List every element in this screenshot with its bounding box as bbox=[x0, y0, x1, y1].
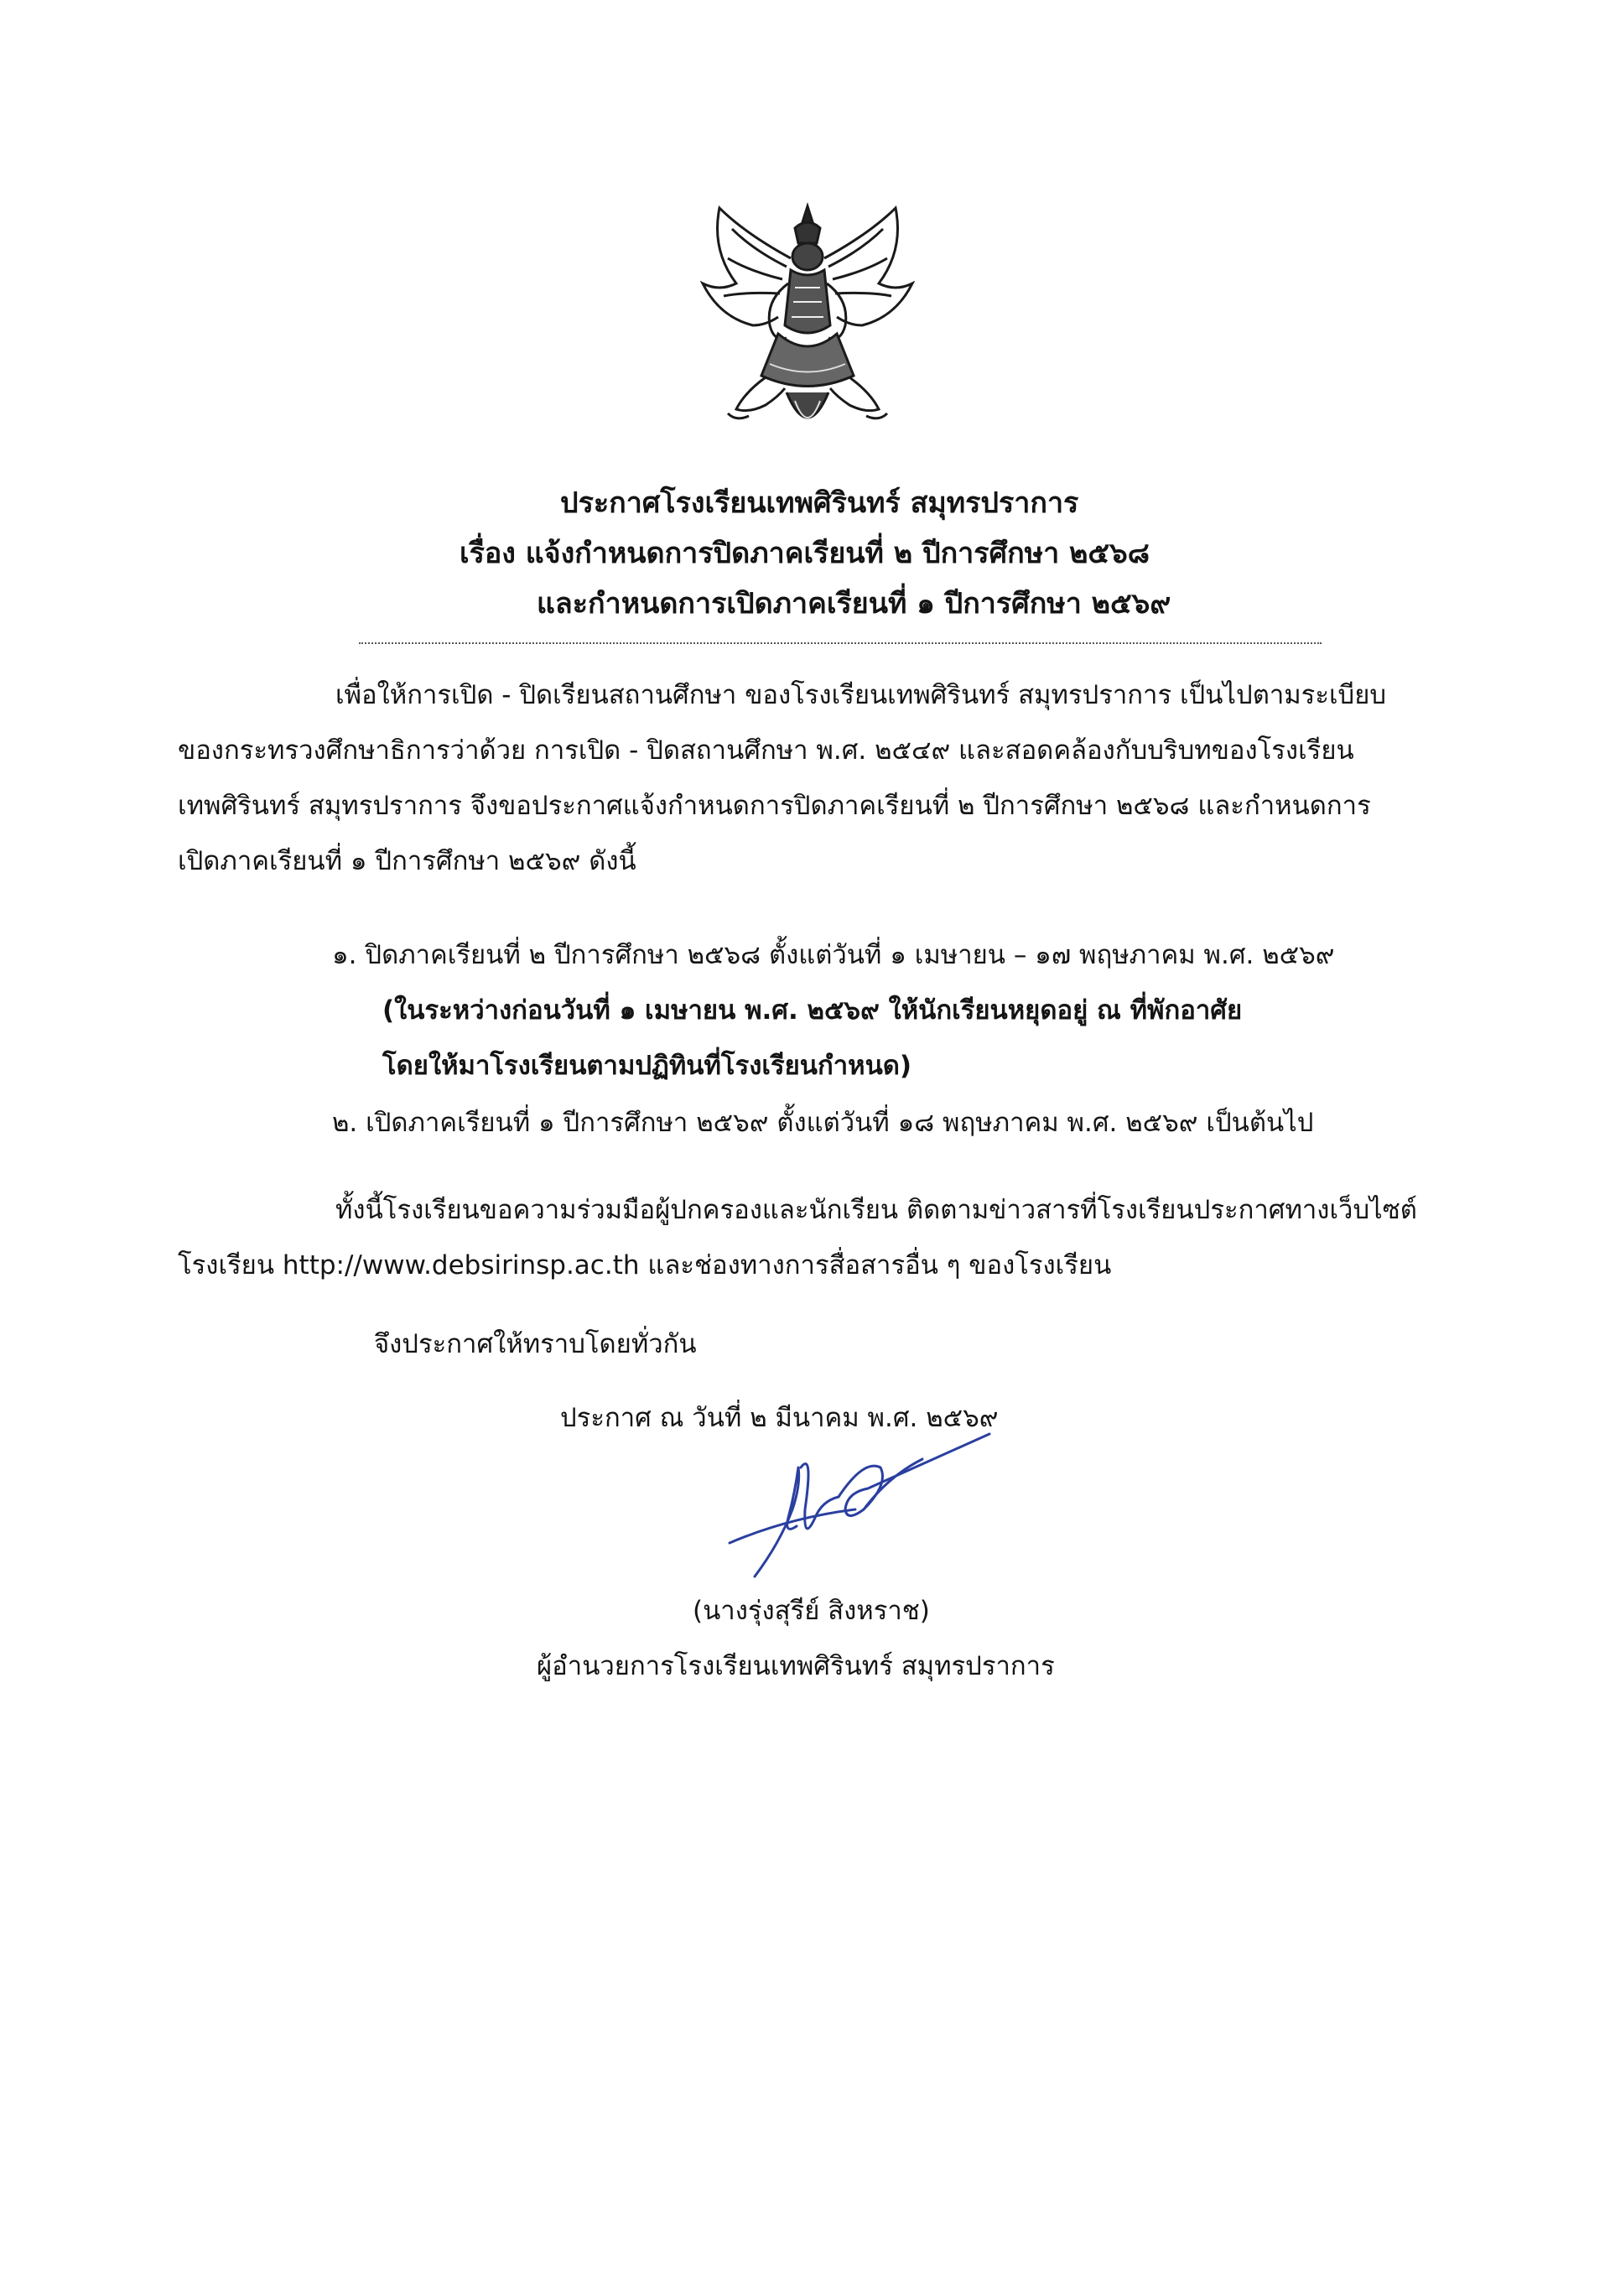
announcement-date: ประกาศ ณ วันที่ ๒ มีนาคม พ.ศ. ๒๕๖๙ bbox=[560, 1403, 999, 1433]
dotted-divider bbox=[359, 642, 1322, 644]
schedule-item-1-note: โดยให้มาโรงเรียนตามปฏิทินที่โรงเรียนกำหนด) bbox=[382, 1051, 912, 1081]
intro-paragraph-line: ของกระทรวงศึกษาธิการว่าด้วย การเปิด - ปิดสถานศึกษา พ.ศ. ๒๕๔๙ และสอดคล้องกับบริบทของโรงเรียน bbox=[178, 735, 1354, 766]
closing-statement: จึงประกาศให้ทราบโดยทั่วกัน bbox=[374, 1329, 697, 1359]
handwritten-signature-icon bbox=[721, 1417, 998, 1585]
schedule-item-1: ๑. ปิดภาคเรียนที่ ๒ ปีการศึกษา ๒๕๖๘ ตั้งแต่วันที่ ๑ เมษายน – ๑๗ พฤษภาคม พ.ศ. ๒๕๖๙ bbox=[332, 940, 1335, 970]
signatory-position: ผู้อำนวยการโรงเรียนเทพศิรินทร์ สมุทรปราการ bbox=[537, 1651, 1055, 1681]
signatory-name: (นางรุ่งสุรีย์ สิงหราช) bbox=[693, 1596, 930, 1626]
announcement-subject-continued: และกำหนดการเปิดภาคเรียนที่ ๑ ปีการศึกษา ๒๕๖๙ bbox=[537, 587, 1171, 621]
cooperation-paragraph-line: ทั้งนี้โรงเรียนขอความร่วมมือผู้ปกครองและนักเรียน ติดตามข่าวสารที่โรงเรียนประกาศทางเว็บไซต์ bbox=[335, 1195, 1417, 1225]
announcement-subject: เรื่อง แจ้งกำหนดการปิดภาคเรียนที่ ๒ ปีการศึกษา ๒๕๖๘ bbox=[460, 537, 1150, 570]
intro-paragraph-line: เพื่อให้การเปิด - ปิดเรียนสถานศึกษา ของโรงเรียนเทพศิรินทร์ สมุทรปราการ เป็นไปตามระเบียบ bbox=[335, 680, 1387, 710]
intro-paragraph-line: เทพศิรินทร์ สมุทรปราการ จึงขอประกาศแจ้งกำหนดการปิดภาคเรียนที่ ๒ ปีการศึกษา ๒๕๖๘ และกำหนดการ bbox=[178, 791, 1371, 821]
cooperation-paragraph-line: โรงเรียน http://www.debsirinsp.ac.th และช่องทางการสื่อสารอื่น ๆ ของโรงเรียน bbox=[178, 1250, 1112, 1280]
schedule-item-2: ๒. เปิดภาคเรียนที่ ๑ ปีการศึกษา ๒๕๖๙ ตั้งแต่วันที่ ๑๘ พฤษภาคม พ.ศ. ๒๕๖๙ เป็นต้นไป bbox=[332, 1108, 1314, 1138]
intro-paragraph-line: เปิดภาคเรียนที่ ๑ ปีการศึกษา ๒๕๖๙ ดังนี้ bbox=[178, 846, 636, 876]
announcement-title: ประกาศโรงเรียนเทพศิรินทร์ สมุทรปราการ bbox=[560, 486, 1079, 520]
garuda-emblem-icon bbox=[686, 200, 929, 451]
schedule-item-1-note: (ในระหว่างก่อนวันที่ ๑ เมษายน พ.ศ. ๒๕๖๙ ให้นักเรียนหยุดอยู่ ณ ที่พักอาศัย bbox=[382, 995, 1243, 1026]
